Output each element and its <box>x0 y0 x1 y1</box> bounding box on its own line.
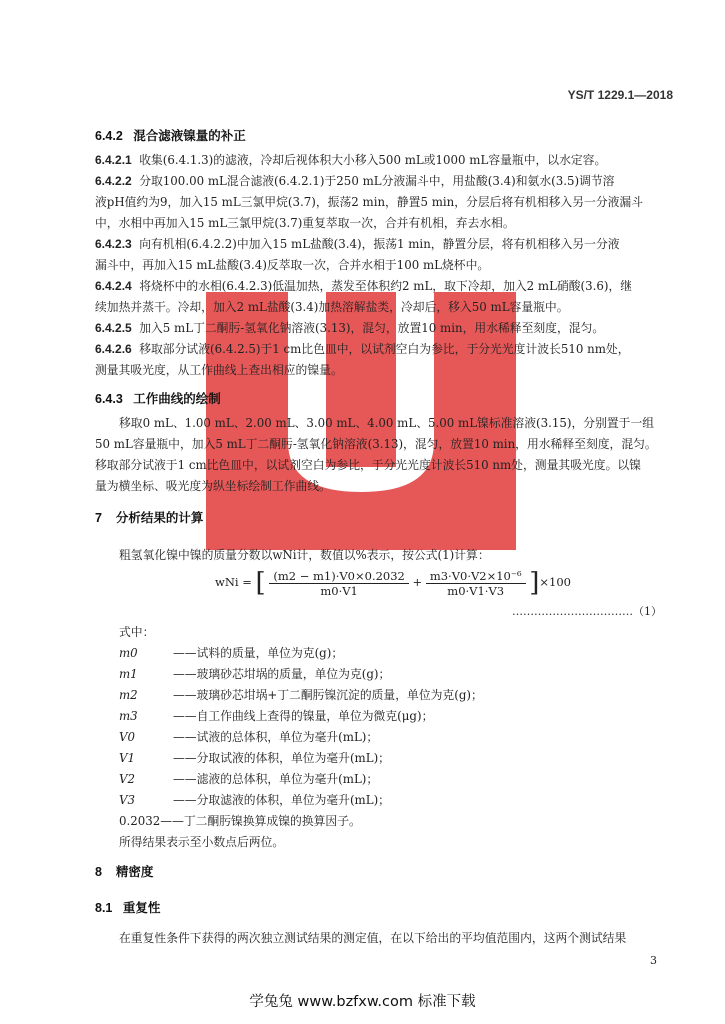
conversion-factor: 0.2032——丁二酮肟镍换算成镍的换算因子。 <box>119 814 361 828</box>
formula-lhs: wNi = <box>215 575 252 589</box>
repeatability-text: 在重复性条件下获得的两次独立测试结果的测定值，在以下给出的平均值范围内，这两个测试结果 <box>119 931 627 945</box>
formula-fraction-2: $\frac{\text{m3·V0·V2×10⁻⁶}}{m0\cdot V1\cdot V3}$ <box>426 569 526 598</box>
variable-row: V1 ——分取试液的体积，单位为毫升(mL)； <box>119 751 390 765</box>
formula-number: ……………………………（1） <box>512 605 662 618</box>
variable-row: m2 ——玻璃砂芯坩埚+丁二酮肟镍沉淀的质量，单位为克(g)； <box>119 688 483 702</box>
formula-plus: + <box>412 575 423 589</box>
section-heading-7: 7 分析结果的计算 <box>95 511 204 525</box>
item-6-4-2-3: 6.4.2.3 向有机相(6.4.2.2)中加入15 mL盐酸(3.4)，振荡1 min，静置分层，将有机相移入另一分液 漏斗中，再加入15 mL盐酸(3.4)反萃取一次，合并水相于100 mL烧杯中。 <box>95 237 620 272</box>
paragraph-calibration: 移取0 mL、1.00 mL、2.00 mL、3.00 mL、4.00 mL、5.00 mL镍标准溶液(3.15)，分别置于一组 50 mL容量瓶中，加入5 mL丁二酮肟-氢氧化钠溶液(3.13)，混匀，放置10 min，用水稀释至刻度，混匀。 移取部分试液于1 cm比色皿中，以试剂空白为参比，于分光光度计波长510 nm处，测量其吸光度。以镍 量为横坐标、吸光度为纵坐标绘制工作曲线。 <box>95 416 657 493</box>
formula-tail: ×100 <box>539 575 571 589</box>
item-6-4-2-6: 6.4.2.6 移取部分试液(6.4.2.5)于1 cm比色皿中，以试剂空白为参比，于分光光度计波长510 nm处， 测量其吸光度，从工作曲线上查出相应的镍量。 <box>95 342 630 377</box>
standard-number: YS/T 1229.1—2018 <box>567 88 673 102</box>
item-6-4-2-1: 6.4.2.1 收集(6.4.1.3)的滤液，冷却后视体积大小移入500 mL或1000 mL容量瓶中，以水定容。 <box>95 153 607 167</box>
variable-row: V3 ——分取滤液的体积，单位为毫升(mL)； <box>119 793 390 807</box>
item-6-4-2-5: 6.4.2.5 加入5 mL丁二酮肟-氢氧化钠溶液(3.13)，混匀，放置10 min，用水稀释至刻度，混匀。 <box>95 321 605 335</box>
variable-row: m1 ——玻璃砂芯坩埚的质量，单位为克(g)； <box>119 667 391 681</box>
calculation-intro: 粗氢氧化镍中镍的质量分数以wNi计，数值以%表示，按公式(1)计算： <box>119 548 490 562</box>
variable-row: m3 ——自工作曲线上查得的镍量，单位为微克(μg)； <box>119 709 434 723</box>
section-heading-8-1: 8.1 重复性 <box>95 901 161 915</box>
variable-row: V0 ——试液的总体积，单位为毫升(mL)； <box>119 730 379 744</box>
rounding-note: 所得结果表示至小数点后两位。 <box>119 835 285 849</box>
formula-1: wNi = [ $\frac{(m2 - m1)\cdot V0\times 0.2032}{m0\cdot V1}$ + $\frac{\text{m3·V0·V2×10⁻⁶}}{m0\cdot V1\cdot V3}$ ]×100 <box>215 568 571 598</box>
where-label: 式中： <box>119 625 155 639</box>
section-heading-8: 8 精密度 <box>95 865 154 879</box>
variable-row: V2 ——滤液的总体积，单位为毫升(mL)； <box>119 772 379 786</box>
item-6-4-2-2: 6.4.2.2 分取100.00 mL混合滤液(6.4.2.1)于250 mL分液漏斗中，用盐酸(3.4)和氨水(3.5)调节溶 液pH值约为9，加入15 mL三氯甲烷(3.7)，振荡2 min，静置5 min，分层后将有机相移入另一分液漏斗 中，水相中再加入15 mL三氯甲烷(3.7)重复萃取一次，合并有机相，弃去水相。 <box>95 174 644 230</box>
page-number: 3 <box>650 954 657 967</box>
section-heading-6-4-3: 6.4.3 工作曲线的绘制 <box>95 392 221 406</box>
formula-fraction-1: $\frac{(m2 - m1)\cdot V0\times 0.2032}{m0\cdot V1}$ <box>269 569 409 598</box>
section-heading-6-4-2: 6.4.2 混合滤液镍量的补正 <box>95 129 246 143</box>
variable-row: m0 ——试料的质量，单位为克(g)； <box>119 646 344 660</box>
site-footer[interactable]: 学兔兔 www.bzfxw.com 标准下载 <box>249 994 476 1010</box>
item-6-4-2-4: 6.4.2.4 将烧杯中的水相(6.4.2.3)低温加热，蒸发至体积约2 mL，取下冷却，加入2 mL硝酸(3.6)，继 续加热并蒸干。冷却，加入2 mL盐酸(3.4)加热溶解盐类，冷却后，移入50 mL容量瓶中。 <box>95 279 633 314</box>
variable-list <box>119 643 679 853</box>
